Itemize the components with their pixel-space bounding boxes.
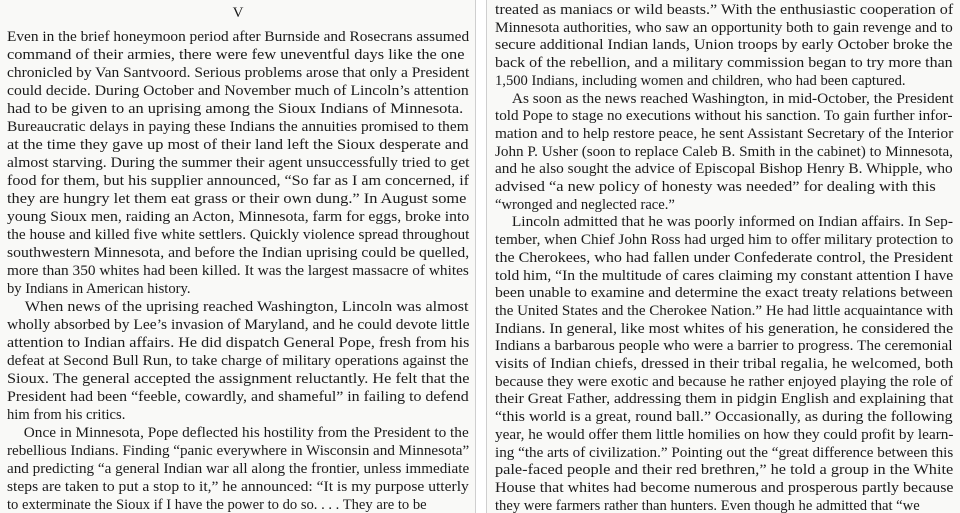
text-line: him from his critics. [7, 407, 126, 423]
text-line: food for them, but his supplier announced, “So far as I am concerned, if [7, 173, 470, 189]
text-line: Minnesota authorities, who saw an opportunity both to gain revenge and to [495, 19, 953, 36]
text-line: almost starving. During the summer their agent unsuccessfully tried to get [7, 155, 470, 171]
text-line: treated as maniacs or wild beasts.” With the enthusiastic cooperation of [495, 2, 954, 18]
text-line: Indians a barbarous people who were a barrier to progress. The ceremonial [495, 338, 953, 355]
page-gutter [476, 0, 486, 513]
text-line: by Indians in American history. [7, 281, 191, 297]
text-line: more than 350 whites had been killed. It was the largest massacre of whites [7, 263, 469, 279]
text-line: pale-faced people and their red brethren,” he told a group in the White [495, 462, 954, 479]
text-line: Once in Minnesota, Pope deflected his hostility from the President to the [23, 425, 469, 441]
text-line: steps are taken to put a stop to it,” he announced: “It is my purpose utterly [7, 479, 469, 495]
right-page [486, 0, 960, 513]
text-line: ing “the arts of civilization.” Pointing out the “great difference between this [495, 444, 954, 461]
text-line: Indians. In general, like most whites of his generation, he considered the [495, 320, 954, 337]
text-line: command of their armies, there were few uneventful days like the one [7, 47, 465, 63]
text-line: because they were exotic and because he rather enjoyed playing the role of [495, 373, 953, 390]
text-line: advised “a new policy of honesty was needed” for dealing with this [495, 179, 936, 195]
text-line: to exterminate the Sioux if I have the power to do so. . . . They are to be [7, 497, 427, 513]
text-line: When news of the uprising reached Washington, Lincoln was almost [24, 299, 469, 315]
text-line: 1,500 Indians, including women and children, who had been captured. [495, 72, 906, 89]
text-line: and he also sought the advice of Episcopal Bishop Henry B. Whipple, who [495, 161, 953, 178]
text-line: “wronged and neglected race.” [495, 196, 675, 213]
text-line: they were farmers rather than hunters. Even though he admitted that “we [495, 497, 920, 513]
text-line: southwestern Minnesota, and before the Indian uprising could be quelled, [7, 245, 470, 261]
text-line: Sioux. The general accepted the assignment reluctantly. He felt that the [7, 371, 470, 387]
text-line: told Pope to stage no executions without his sanction. To gain further infor- [495, 108, 953, 125]
text-line: mation and to help restore peace, he sent Assistant Secretary of the Interior [495, 125, 954, 142]
text-line: could decide. During October and November much of Lincoln’s attention [7, 83, 469, 99]
text-line: the house and killed five white settlers. Quickly violence spread throughout [7, 227, 470, 243]
text-line: John P. Usher (soon to replace Caleb B. Smith in the cabinet) to Minnesota, [495, 143, 953, 160]
text-line: Lincoln admitted that he was poorly informed on Indian affairs. In Sep- [511, 214, 953, 231]
text-line: their Great Father, addressing them in pidgin English and explaining that [495, 391, 954, 408]
left-page [0, 0, 476, 513]
text-line: visits of Indian chiefs, dressed in their tribal regalia, he welcomed, both [495, 356, 954, 372]
text-line: been unable to examine and determine the exact treaty relations between [495, 285, 953, 302]
text-line: had to be given to an uprising among the Sioux Indians of Minnesota. [7, 101, 464, 117]
text-line: As soon as the news reached Washington, in mid-October, the President [511, 90, 954, 107]
text-line: and predicting “a general Indian war all along the frontier, unless immediate [7, 461, 470, 477]
text-line: President had been “feeble, cowardly, and shameful” in failing to defend [7, 389, 469, 405]
section-heading: V [232, 5, 244, 21]
text-line: wholly absorbed by Lee’s invasion of Maryland, and he could devote little [7, 317, 470, 333]
text-line: “this world is a great, round ball.” Occasionally, as during the following [495, 409, 953, 426]
text-line: back of the rebellion, and a military commission began to try more than [495, 55, 953, 72]
text-line: young Sioux men, raiding an Acton, Minnesota, farm for eggs, broke into [7, 209, 470, 225]
text-line: the United States and the Cherokee Nation.” He had little acquaintance with [495, 302, 954, 319]
text-line: House that whites had become numerous and prosperous partly because [495, 479, 954, 496]
text-line: the Cherokees, who had fallen under Confederate control, the President [495, 249, 953, 266]
text-line: told him, “In the multitude of cares claiming my constant attention I have [495, 267, 954, 284]
text-line: at the time they gave up most of their land left the Sioux desperate and [7, 137, 469, 153]
text-line: defeat at Second Bull Run, to take charge of military operations against the [7, 353, 469, 369]
text-line: tember, when Chief John Ross had urged him to offer military protection to [495, 232, 954, 249]
text-line: rebellious Indians. Finding “panic everywhere in Wisconsin and Minnesota” [7, 443, 470, 459]
text-line: year, he would offer them little homilies on how they could profit by learn- [495, 426, 954, 443]
text-line: Bureaucratic delays in paying these Indians the annuities promised to them [7, 119, 469, 135]
text-line: they are hungry let them eat grass or their own dung.” In August some [7, 191, 467, 207]
text-line: secure additional Indian lands, Union troops by early October broke the [495, 37, 953, 54]
text-line: attention to Indian affairs. He did dispatch General Pope, fresh from his [7, 335, 470, 351]
text-line: chronicled by Van Santvoord. Serious problems arose that only a President [7, 65, 470, 81]
text-line: Even in the brief honeymoon period after Burnside and Rosecrans assumed [7, 29, 470, 45]
